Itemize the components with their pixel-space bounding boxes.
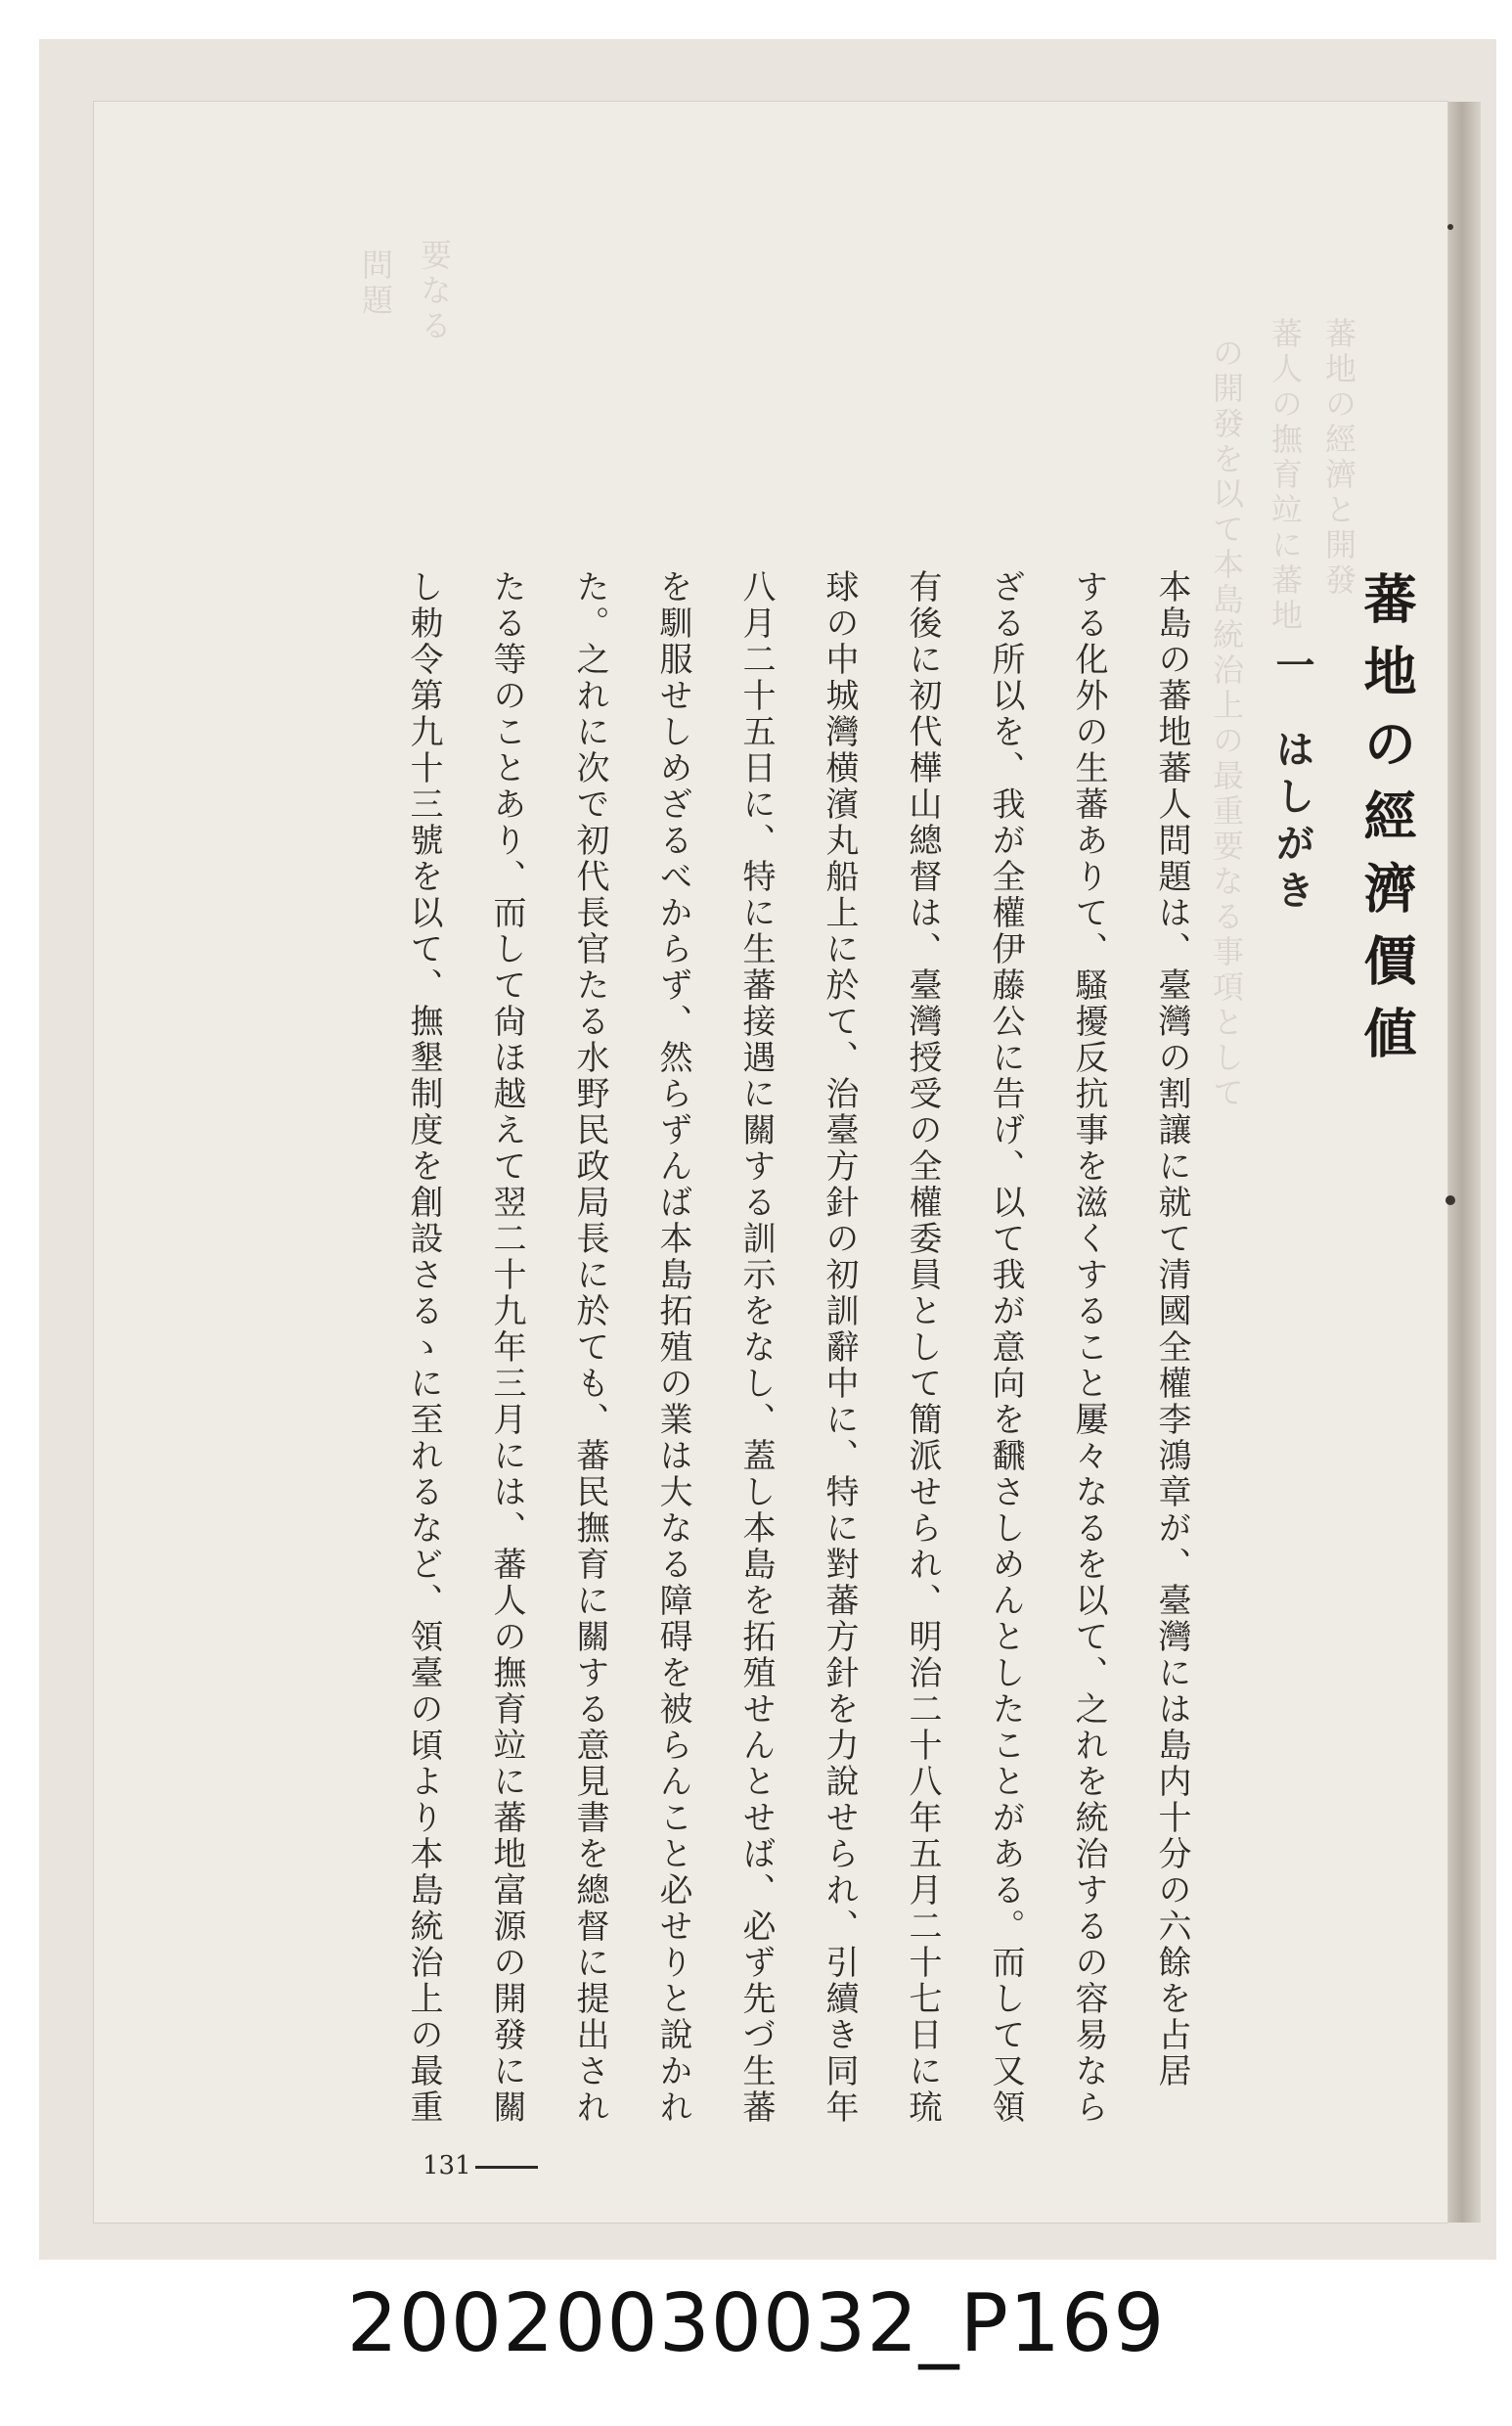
text-column: たる等のことあり、而して尙ほ越えて翌二十九年三月には、蕃人の撫育竝に蕃地富源の開發に關 bbox=[487, 569, 526, 2126]
page-number bbox=[422, 2151, 538, 2180]
text-column: する化外の生蕃ありて、騷擾反抗事を滋くすること屢々なるを以て、之れを統治するの容易なら bbox=[1069, 569, 1108, 2126]
page-edge-shadow bbox=[1447, 102, 1481, 2223]
text-column: 八月二十五日に、特に生蕃接遇に關する訓示をなし、蓋し本島を拓殖せんとせば、必ず先づ生蕃 bbox=[736, 569, 776, 2126]
image-caption: 20020030032_P169 bbox=[346, 2277, 1166, 2370]
text-column: し勅令第九十三號を以て、撫墾制度を創設さるゝに至れるなど、領臺の頃より本島統治上の最重 bbox=[404, 569, 443, 2126]
body-text bbox=[404, 569, 1209, 2134]
book-page bbox=[94, 102, 1447, 2223]
text-column: ざる所以を、我が全權伊藤公に告げ、以て我が意向を飜さしめんとしたことがある。而して又領 bbox=[986, 569, 1025, 2126]
ink-spot bbox=[1447, 224, 1453, 230]
text-column: 本島の蕃地蕃人問題は、臺灣の割讓に就て清國全權李鴻章が、臺灣には島内十分の六餘を占居 bbox=[1152, 569, 1191, 2089]
show-through-text: 問題 bbox=[357, 248, 394, 319]
show-through-text: の開發を以て本島統治上の最重要なる事項として bbox=[1208, 337, 1245, 1111]
section-number: 一 bbox=[1269, 645, 1315, 692]
show-through-text: 蕃地の經濟と開發 bbox=[1320, 317, 1357, 599]
page-number-text: 131 bbox=[422, 2151, 471, 2180]
section-heading bbox=[1269, 645, 1315, 917]
text-column: 有後に初代樺山總督は、臺灣授受の全權委員として簡派せられ、明治二十八年五月二十七日に琉 bbox=[903, 569, 942, 2126]
text-column: 球の中城灣横濱丸船上に於て、治臺方針の初訓辭中に、特に對蕃方針を力說せられ、引續き同年 bbox=[820, 569, 859, 2126]
text-column: を馴服せしめざるべからず、然らずんば本島拓殖の業は大なる障碍を被らんこと必せりと說かれ bbox=[653, 569, 692, 2126]
section-title: はしがき bbox=[1269, 729, 1315, 917]
show-through-text: 蕃人の撫育竝に蕃地 bbox=[1267, 317, 1304, 634]
ink-spot bbox=[1445, 1195, 1455, 1205]
page-number-rule bbox=[475, 2166, 538, 2169]
text-column: た。之れに次で初代長官たる水野民政局長に於ても、蕃民撫育に關する意見書を總督に提出され bbox=[570, 569, 609, 2126]
show-through-text: 要なる bbox=[416, 239, 453, 344]
page-title: 蕃地の經濟價値 bbox=[1356, 571, 1418, 1078]
